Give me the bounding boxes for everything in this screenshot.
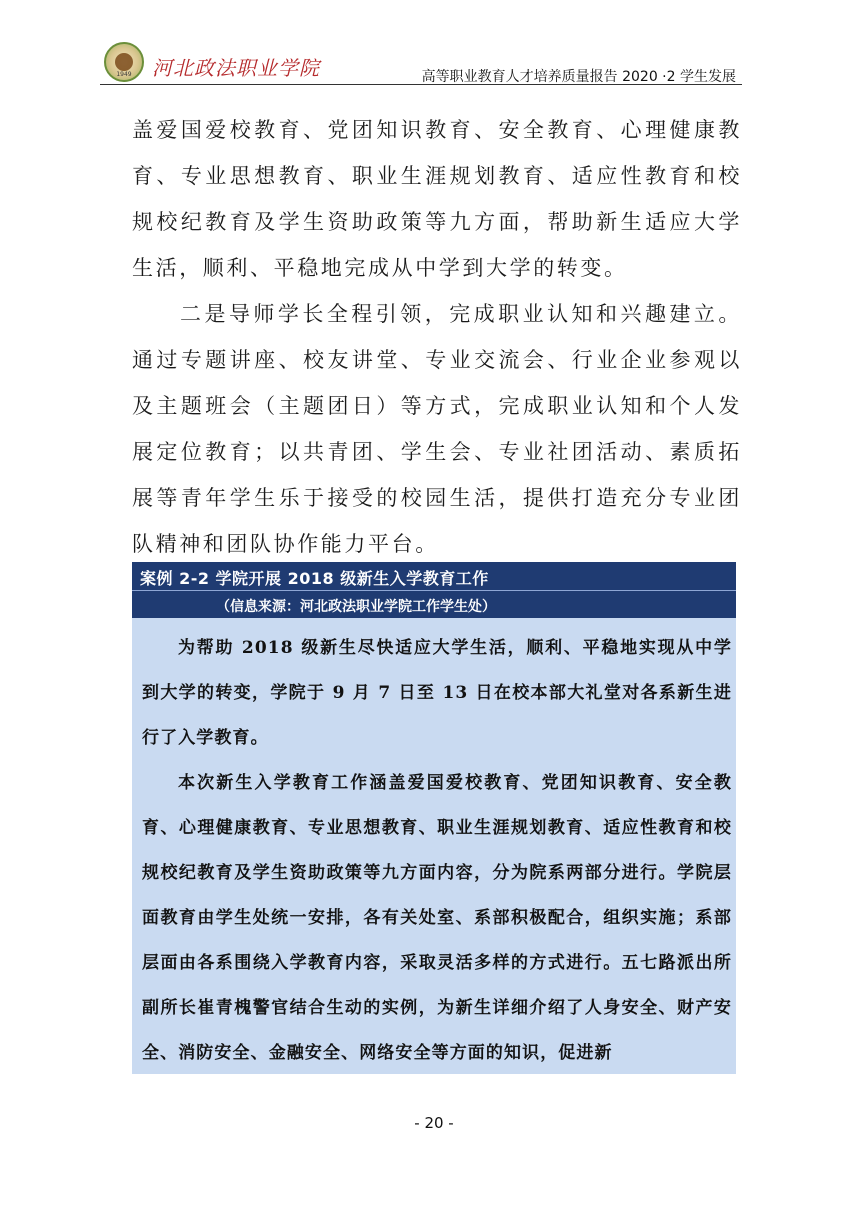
header-divider [100,84,742,85]
main-text [132,107,742,567]
case-paragraph: 为帮助 2018 级新生尽快适应大学生活，顺利、平稳地实现从中学到大学的转变，学院于 9 月 7 日至 13 日在校本部大礼堂对各系新生进行了入学教育。 [142,638,732,748]
seal-year: 1949 [116,71,132,78]
case-body [142,626,732,1076]
case-study-box [132,562,736,1074]
case-paragraph: 本次新生入学教育工作涵盖爱国爱校教育、党团知识教育、安全教育、心理健康教育、专业思想教育、职业生涯规划教育、适应性教育和校规校纪教育及学生资助政策等九方面内容，分为院系两部分进行。学院层面教育由学生处统一安排，各有关处室、系部积极配合，组织实施；系部层面由各系围绕入学教育内容，采取灵活多样的方式进行。五七路派出所副所长崔青槐警官结合生动的实例，为新生详细介绍了人身安全、财产安全、消防安全、金融安全、网络安全等方面的知识，促进新 [142,773,732,1063]
body-paragraph: 盖爱国爱校教育、党团知识教育、安全教育、心理健康教育、专业思想教育、职业生涯规划教育、适应性教育和校规校纪教育及学生资助政策等九方面，帮助新生适应大学生活，顺利、平稳地完成从中学到大学的转变。 [132,118,742,280]
page-number: - 20 - [414,1114,454,1132]
school-seal-logo [104,42,144,82]
seal-emblem-icon [115,53,133,71]
page-header [100,38,740,88]
case-source-bar [132,591,736,618]
case-source: （信息来源：河北政法职业学院工作学生处） [216,599,496,615]
report-title: 高等职业教育人才培养质量报告 2020 ·2 学生发展 [421,69,736,85]
body-paragraph: 二是导师学长全程引领，完成职业认知和兴趣建立。通过专题讲座、校友讲堂、专业交流会、行业企业参观以及主题班会（主题团日）等方式，完成职业认知和个人发展定位教育；以共青团、学生会、专业社团活动、素质拓展等青年学生乐于接受的校园生活，提供打造充分专业团队精神和团队协作能力平台。 [132,302,742,556]
case-title: 案例 2-2 学院开展 2018 级新生入学教育工作 [140,569,489,588]
school-name-logo: 河北政法职业学院 [152,56,320,80]
case-title-bar [132,562,736,591]
